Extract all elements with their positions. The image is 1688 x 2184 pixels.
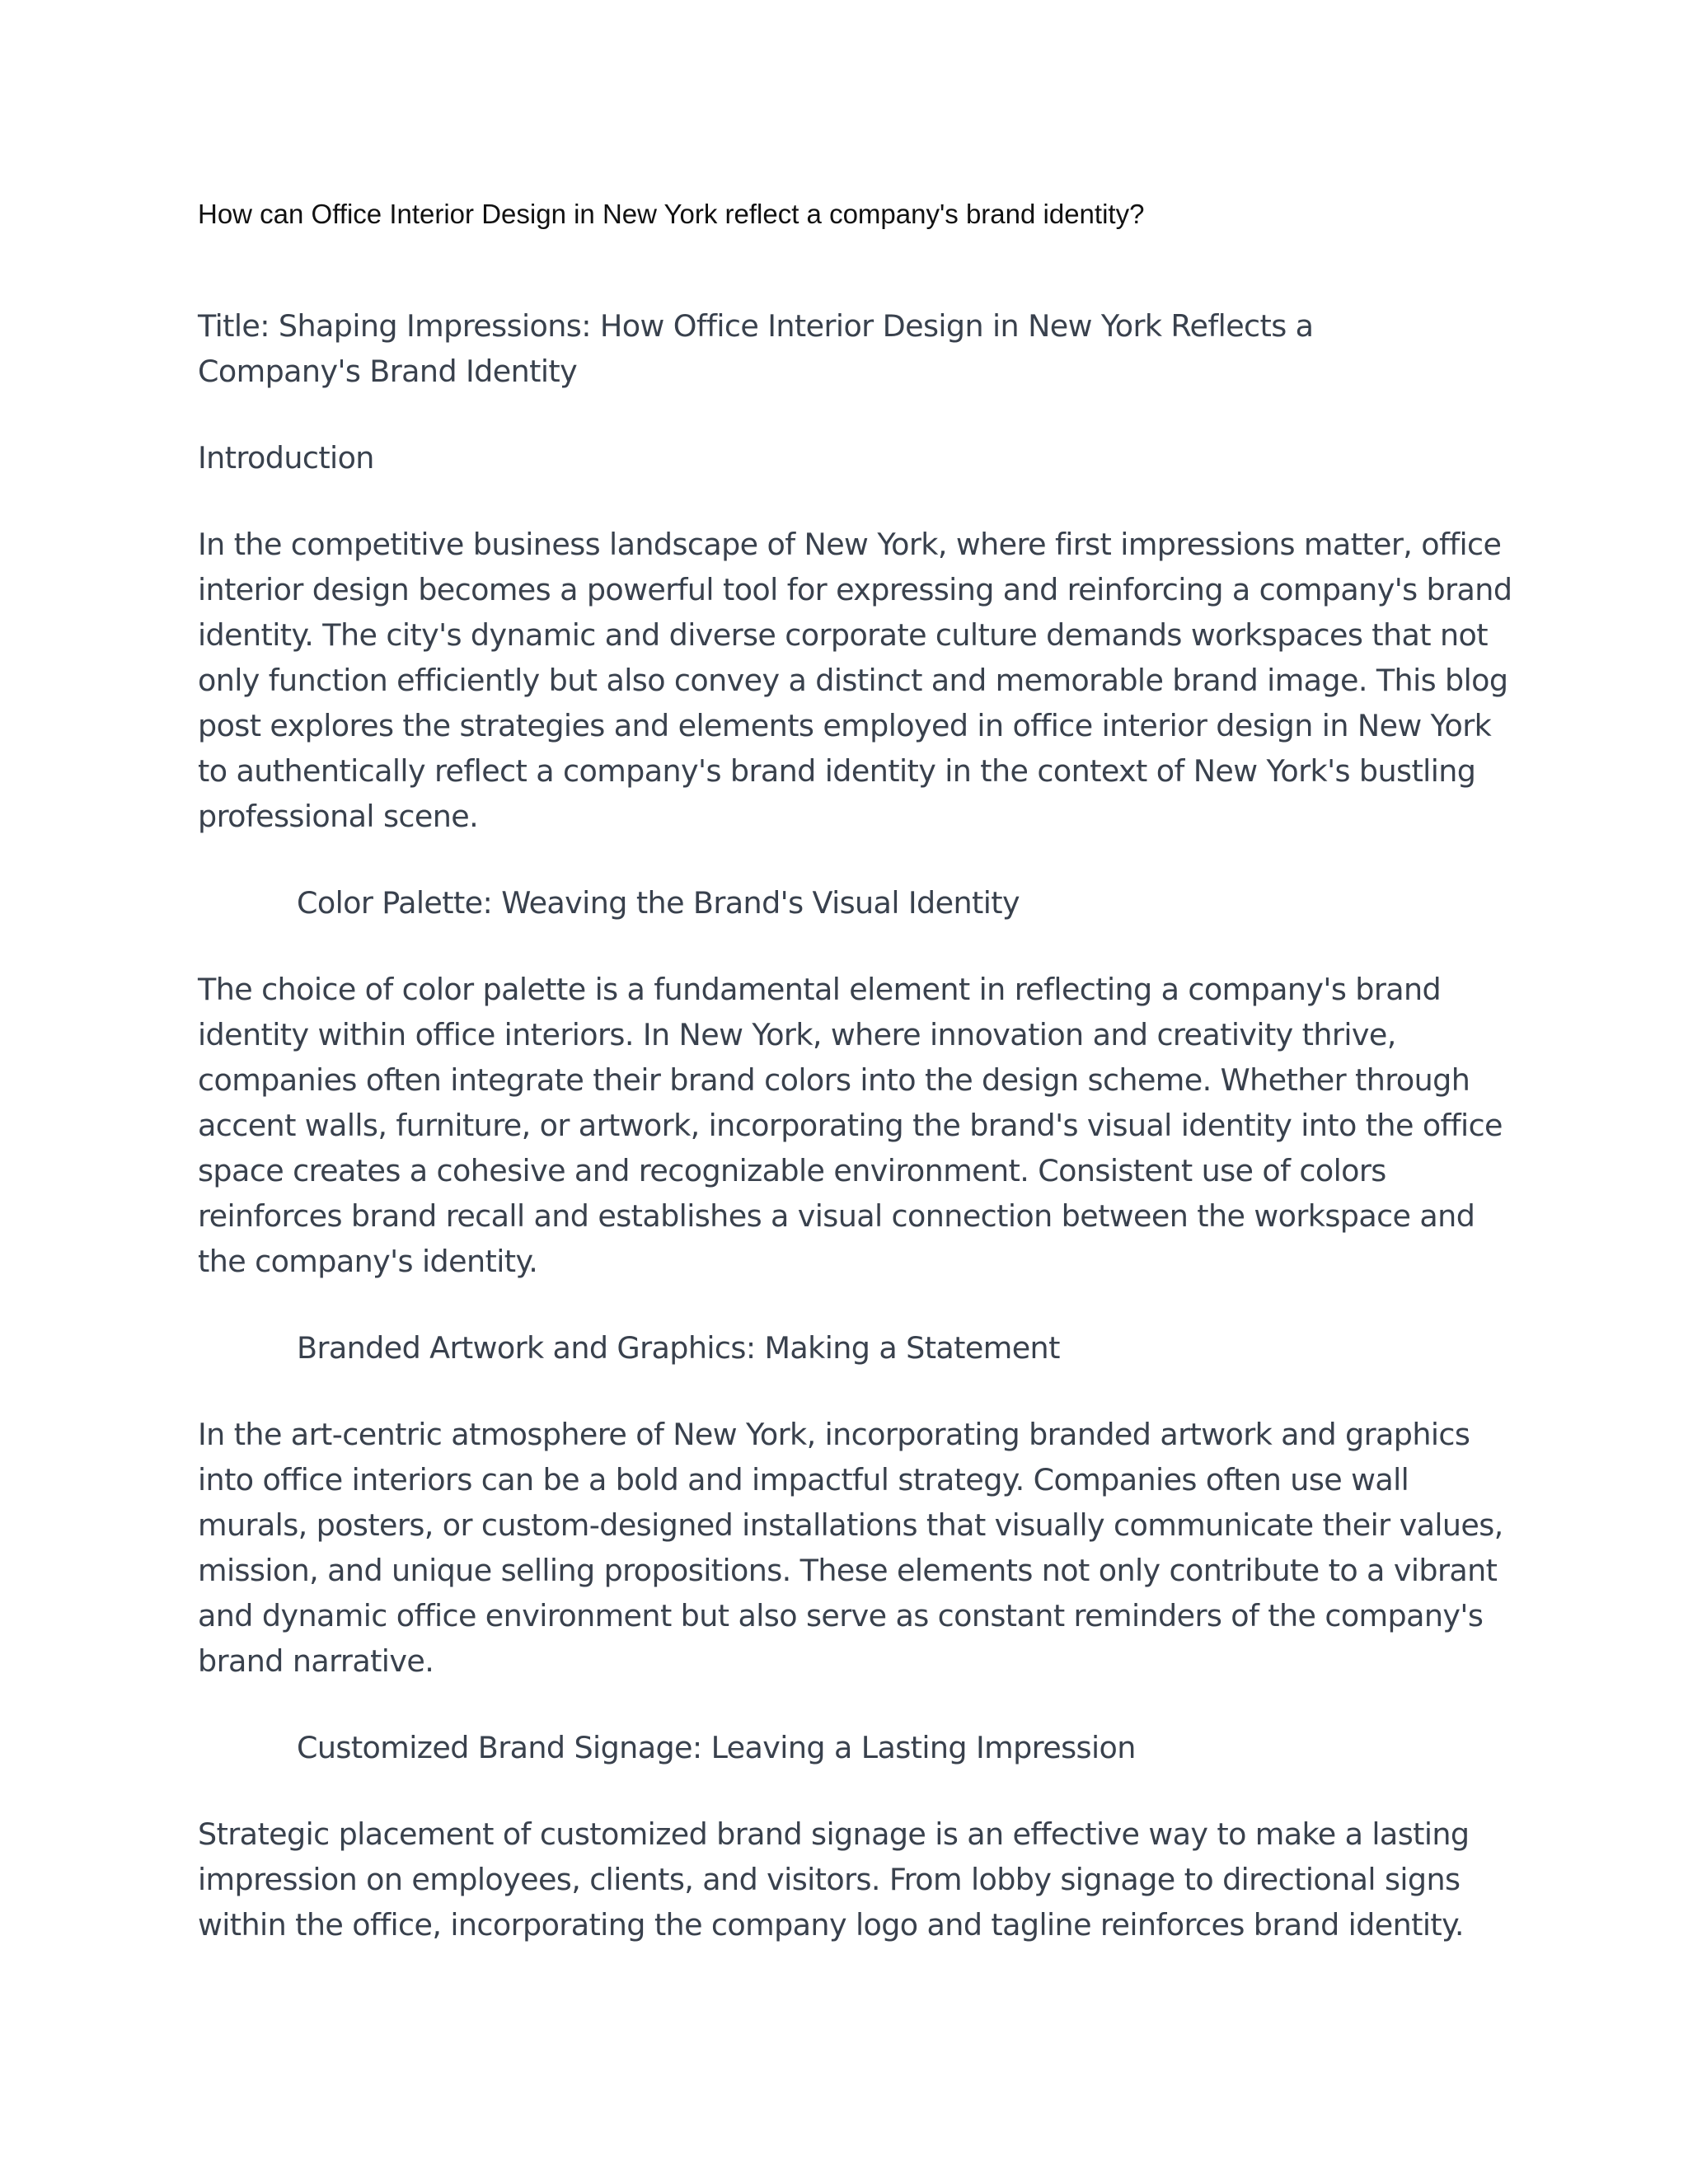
section-paragraph-color-palette: The choice of color palette is a fundamental element in reflecting a company's brand identity within office interiors. In New York, where innovation and creativity thrive, companies often integrate their brand colors into the design scheme. Whether through accent walls, furniture, or artwork, incorporating the brand's visual identity into the office space creates a cohesive and recognizable environment. Consistent use of colors reinforces brand recall and establishes a visual connection between the workspace and the company's identity. [198, 972, 1503, 1279]
section-heading-branded-artwork: Branded Artwork and Graphics: Making a Statement [297, 1330, 1060, 1366]
section-heading-color-palette: Color Palette: Weaving the Brand's Visual Identity [297, 885, 1020, 921]
article-title [198, 303, 1517, 394]
section-heading-brand-signage: Customized Brand Signage: Leaving a Lasting Impression [297, 1730, 1136, 1765]
article-title-line-1: Title: Shaping Impressions: How Office Interior Design in New York Reflects a [198, 308, 1314, 344]
article-title-line-2: Company's Brand Identity [198, 354, 578, 389]
introduction-paragraph: In the competitive business landscape of New York, where first impressions matter, office interior design becomes a powerful tool for expressing and reinforcing a company's brand identity. The city's dynamic and diverse corporate culture demands workspaces that not only function efficiently but also convey a distinct and memorable brand image. This blog post explores the strategies and elements employed in office interior design in New York to authentically reflect a company's brand identity in the context of New York's bustling professional scene. [198, 527, 1512, 834]
article-body [198, 303, 1517, 1989]
section-paragraph-branded-artwork: In the art-centric atmosphere of New York, incorporating branded artwork and graphics into office interiors can be a bold and impactful strategy. Companies often use wall murals, posters, or custom-designed installations that visually communicate their values, mission, and unique selling propositions. These elements not only contribute to a vibrant and dynamic office environment but also serve as constant reminders of the company's brand narrative. [198, 1417, 1503, 1679]
introduction-heading: Introduction [198, 440, 374, 476]
section-paragraph-brand-signage: Strategic placement of customized brand signage is an effective way to make a lasting impression on employees, clients, and visitors. From lobby signage to directional signs within the office, incorporating the company logo and tagline reinforces brand identity. [198, 1816, 1470, 1943]
question-text: How can Office Interior Design in New York reflect a company's brand identity? [198, 199, 1145, 229]
